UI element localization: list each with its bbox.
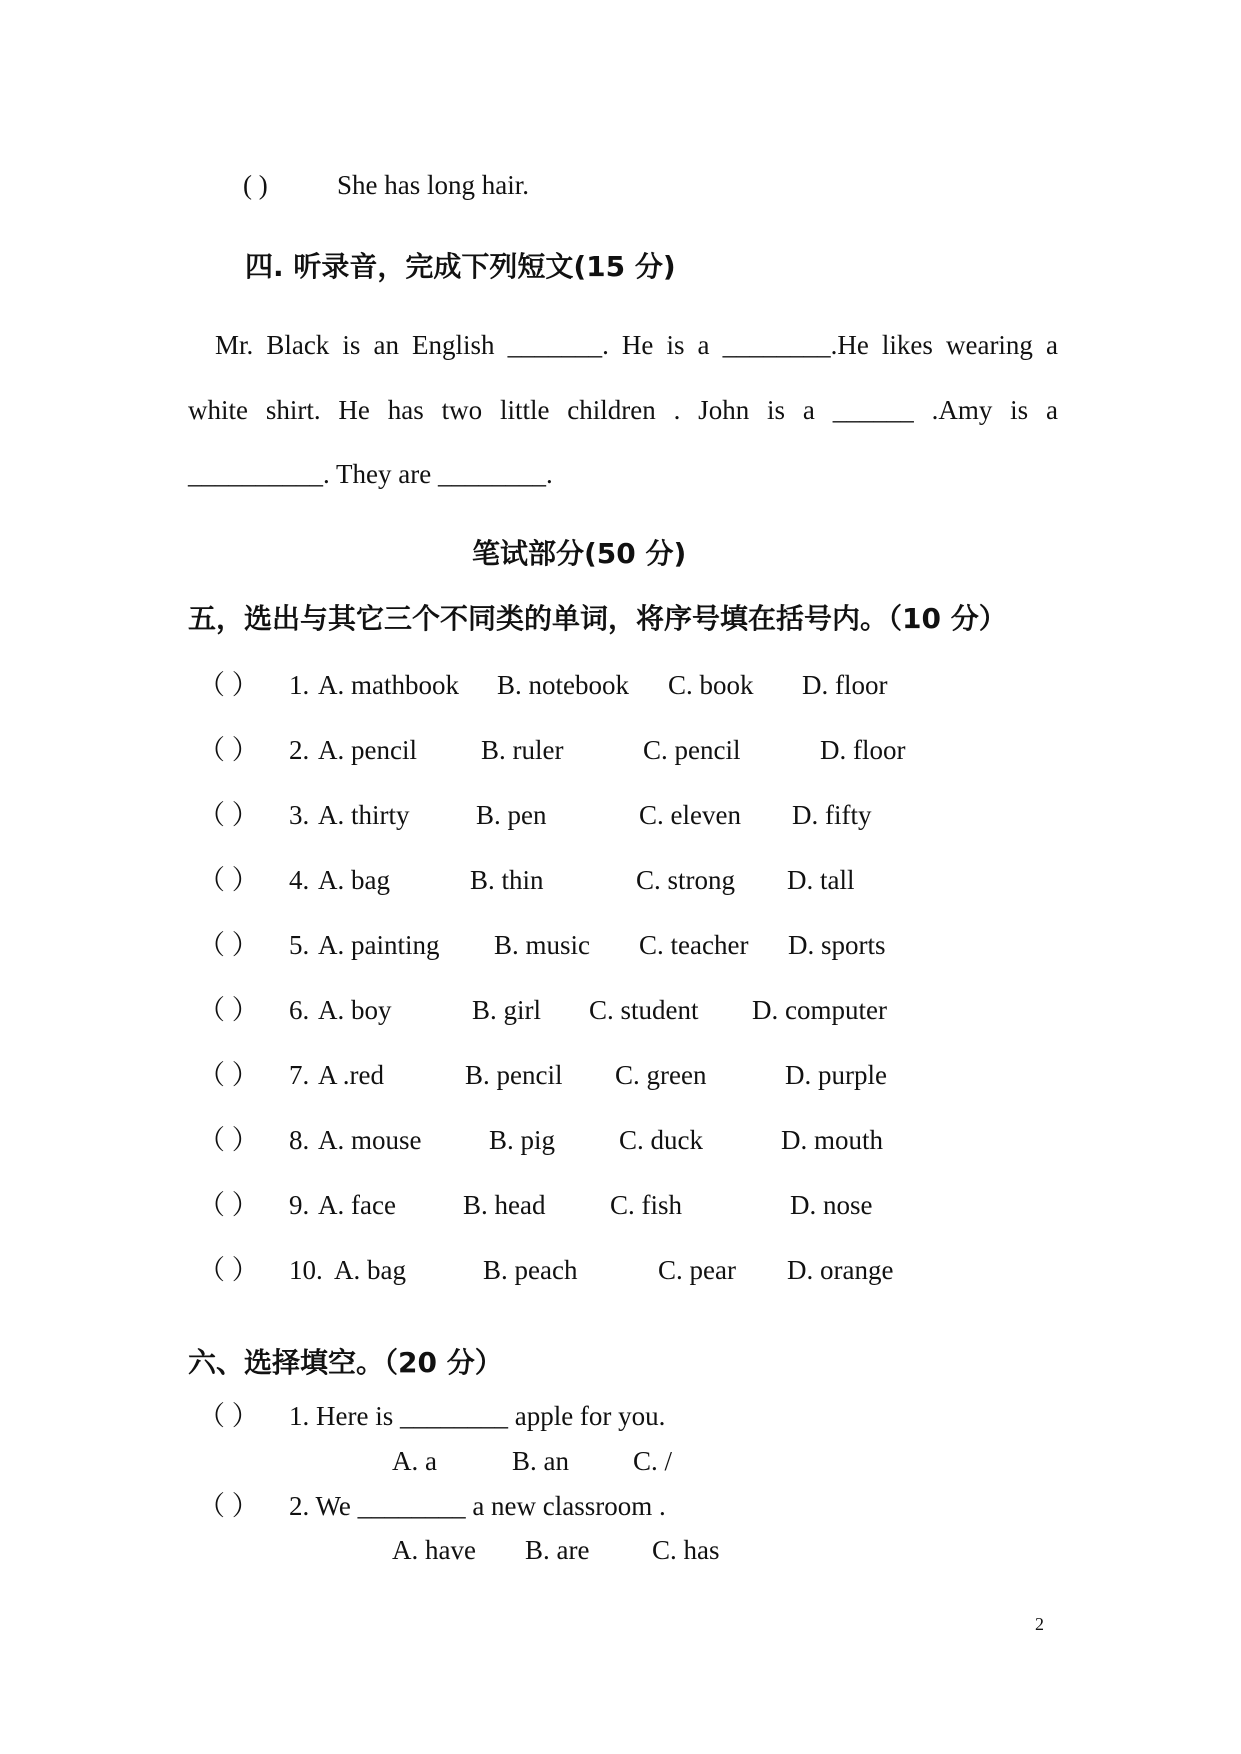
section6-heading: 六、选择填空。（20 分）: [188, 1346, 503, 1379]
option-d: D. orange: [787, 1255, 894, 1285]
option-c: C. student: [589, 995, 699, 1025]
answer-paren: （ ）: [198, 930, 259, 960]
item-number: 2.: [289, 735, 310, 765]
option-c: C. fish: [610, 1190, 683, 1220]
option-b: B. pencil: [465, 1060, 563, 1090]
option-c: C. green: [615, 1060, 707, 1090]
option-c: C. pencil: [643, 735, 741, 765]
option-c: C. strong: [636, 865, 736, 895]
option-a: A. boy: [318, 995, 392, 1025]
item-number: 5.: [289, 930, 310, 960]
question-text: 2. We ________ a new classroom .: [289, 1491, 666, 1521]
answer-paren: （ ）: [198, 735, 259, 765]
option-a: A. a: [392, 1446, 437, 1476]
answer-paren: （ ）: [198, 995, 259, 1025]
option-d: D. mouth: [781, 1125, 884, 1155]
answer-paren: （ ）: [198, 1491, 259, 1521]
option-c: C. eleven: [639, 800, 741, 830]
option-a: A. have: [392, 1535, 476, 1565]
item-number: 4.: [289, 865, 310, 895]
option-d: D. floor: [820, 735, 906, 765]
option-b: B. pig: [489, 1125, 556, 1155]
answer-paren: （ ）: [198, 1060, 259, 1090]
option-c: C. /: [633, 1446, 673, 1476]
item-number: 6.: [289, 995, 310, 1025]
section4-heading: 四. 听录音，完成下列短文(15 分): [245, 250, 676, 283]
passage-line-1: Mr. Black is an English _______. He is a ________.He likes wearing a: [215, 330, 1058, 360]
item-number: 10.: [289, 1255, 323, 1285]
option-b: B. notebook: [497, 670, 629, 700]
option-d: D. floor: [802, 670, 888, 700]
option-d: D. fifty: [792, 800, 872, 830]
option-b: B. pen: [476, 800, 547, 830]
option-b: B. are: [525, 1535, 590, 1565]
option-d: D. nose: [790, 1190, 873, 1220]
item-number: 1.: [289, 670, 310, 700]
option-a: A. pencil: [318, 735, 417, 765]
answer-paren: （ ）: [198, 670, 259, 700]
option-b: B. head: [463, 1190, 546, 1220]
option-b: B. peach: [483, 1255, 578, 1285]
answer-paren: ( ): [243, 170, 268, 200]
answer-paren: （ ）: [198, 865, 259, 895]
question-text: She has long hair.: [337, 170, 529, 200]
item-number: 8.: [289, 1125, 310, 1155]
item-number: 9.: [289, 1190, 310, 1220]
option-a: A. thirty: [318, 800, 410, 830]
option-c: C. book: [668, 670, 754, 700]
page-number: 2: [1035, 1614, 1044, 1634]
answer-paren: （ ）: [198, 1125, 259, 1155]
option-d: D. tall: [787, 865, 855, 895]
option-a: A. bag: [334, 1255, 406, 1285]
option-b: B. girl: [472, 995, 542, 1025]
option-c: C. has: [652, 1535, 720, 1565]
answer-paren: （ ）: [198, 1401, 259, 1431]
option-a: A. mathbook: [318, 670, 459, 700]
option-c: C. pear: [658, 1255, 736, 1285]
option-d: D. purple: [785, 1060, 887, 1090]
option-c: C. duck: [619, 1125, 703, 1155]
item-number: 3.: [289, 800, 310, 830]
written-part-title: 笔试部分(50 分): [472, 537, 687, 570]
option-a: A. face: [318, 1190, 396, 1220]
passage-line-3: __________. They are ________.: [188, 459, 553, 489]
option-b: B. ruler: [481, 735, 564, 765]
answer-paren: （ ）: [198, 800, 259, 830]
option-d: D. sports: [788, 930, 886, 960]
option-d: D. computer: [752, 995, 887, 1025]
option-a: A. painting: [318, 930, 440, 960]
answer-paren: （ ）: [198, 1255, 259, 1285]
section5-heading: 五，选出与其它三个不同类的单词，将序号填在括号内。（10 分）: [188, 602, 1007, 635]
answer-paren: （ ）: [198, 1190, 259, 1220]
option-a: A .red: [318, 1060, 384, 1090]
option-a: A. bag: [318, 865, 390, 895]
option-b: B. thin: [470, 865, 544, 895]
passage-line-2: white shirt. He has two little children . John is a ______ .Amy is a: [188, 395, 1058, 425]
question-text: 1. Here is ________ apple for you.: [289, 1401, 666, 1431]
option-b: B. an: [512, 1446, 569, 1476]
item-number: 7.: [289, 1060, 310, 1090]
option-c: C. teacher: [639, 930, 749, 960]
option-a: A. mouse: [318, 1125, 422, 1155]
option-b: B. music: [494, 930, 591, 960]
